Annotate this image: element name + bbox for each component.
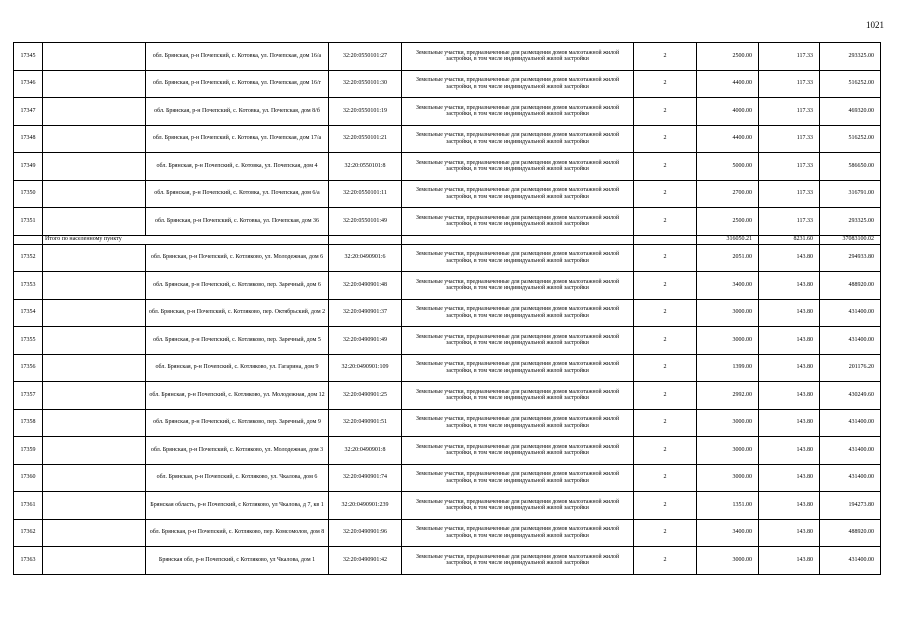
row-number-cell: 17361 — [14, 492, 43, 520]
row-number-cell: 17349 — [14, 153, 43, 181]
row-number-cell: 17359 — [14, 437, 43, 465]
empty-cell — [43, 382, 146, 410]
group-cell: 2 — [634, 125, 697, 153]
cadastral-number-cell: 32:20:0490901:49 — [329, 327, 402, 355]
land-use-cell: Земельные участки, предназначенные для размещения домов малоэтажной жилой застройки, в том числе индивидуальной жилой застройки — [402, 464, 634, 492]
table-row — [14, 327, 881, 355]
cadastral-value-cell: 431400.00 — [820, 547, 881, 575]
address-cell: обл. Брянская, р-н Почепский, с. Котляково, пер. Комсомолов, дом 8 — [146, 519, 329, 547]
address-cell: обл. Брянская, р-н Почепский, с. Котовка, ул. Почепская, дом 8/б — [146, 98, 329, 126]
cadastral-value-cell: 293325.00 — [820, 208, 881, 236]
empty-cell — [14, 235, 43, 244]
total-rate-cell: 8231.60 — [759, 235, 820, 244]
total-area-cell: 316050.21 — [697, 235, 759, 244]
land-use-cell: Земельные участки, предназначенные для размещения домов малоэтажной жилой застройки, в том числе индивидуальной жилой застройки — [402, 299, 634, 327]
cadastral-number-cell: 32:20:0490901:8 — [329, 437, 402, 465]
cadastral-value-cell: 516252.00 — [820, 70, 881, 98]
address-cell: обл. Брянская, р-н Почепский, с. Котляково, пер. Заречный, дом 9 — [146, 409, 329, 437]
empty-cell — [43, 70, 146, 98]
cadastral-number-cell: 32:20:0490901:48 — [329, 272, 402, 300]
cadastral-number-cell: 32:20:0550101:8 — [329, 153, 402, 181]
cadastral-number-cell: 32:20:0490901:25 — [329, 382, 402, 410]
cadastral-value-table — [13, 42, 881, 575]
area-cell: 3000.00 — [697, 299, 759, 327]
group-cell: 2 — [634, 244, 697, 272]
address-cell: обл. Брянская, р-н Почепский, с. Котляково, ул. Гагарина, дом 9 — [146, 354, 329, 382]
group-cell: 2 — [634, 43, 697, 71]
row-number-cell: 17348 — [14, 125, 43, 153]
area-cell: 3000.00 — [697, 547, 759, 575]
empty-cell — [43, 299, 146, 327]
address-cell: обл. Брянская, р-н Почепский, с. Котовка, ул. Почепская, дом 4 — [146, 153, 329, 181]
cadastral-number-cell: 32:20:0550101:11 — [329, 180, 402, 208]
area-cell: 2700.00 — [697, 180, 759, 208]
cadastral-number-cell: 32:20:0490901:109 — [329, 354, 402, 382]
cadastral-number-cell: 32:20:0550101:49 — [329, 208, 402, 236]
group-cell: 2 — [634, 153, 697, 181]
cadastral-number-cell: 32:20:0490901:74 — [329, 464, 402, 492]
cadastral-number-cell: 32:20:0550101:30 — [329, 70, 402, 98]
cadastral-number-cell: 32:20:0550101:19 — [329, 98, 402, 126]
area-cell: 3000.00 — [697, 409, 759, 437]
land-use-cell: Земельные участки, предназначенные для размещения домов малоэтажной жилой застройки, в том числе индивидуальной жилой застройки — [402, 409, 634, 437]
rate-cell: 143.80 — [759, 519, 820, 547]
area-cell: 1399.00 — [697, 354, 759, 382]
table-row — [14, 492, 881, 520]
area-cell: 3400.00 — [697, 272, 759, 300]
rate-cell: 143.80 — [759, 492, 820, 520]
cadastral-value-cell: 469320.00 — [820, 98, 881, 126]
rate-cell: 143.80 — [759, 354, 820, 382]
address-cell: обл. Брянская, р-н Почепский, с. Котляково, ул. Чкалова, дом 6 — [146, 464, 329, 492]
group-cell: 2 — [634, 299, 697, 327]
land-use-cell: Земельные участки, предназначенные для размещения домов малоэтажной жилой застройки, в том числе индивидуальной жилой застройки — [402, 327, 634, 355]
total-value-cell: 37083100.02 — [820, 235, 881, 244]
row-number-cell: 17360 — [14, 464, 43, 492]
address-cell: обл. Брянская, р-н Почепский, с. Котляково, пер. Октябрьский, дом 2 — [146, 299, 329, 327]
cadastral-value-cell: 194273.80 — [820, 492, 881, 520]
row-number-cell: 17350 — [14, 180, 43, 208]
table-row — [14, 409, 881, 437]
empty-cell — [43, 43, 146, 71]
empty-cell — [43, 519, 146, 547]
group-cell: 2 — [634, 409, 697, 437]
row-number-cell: 17357 — [14, 382, 43, 410]
rate-cell: 117.33 — [759, 125, 820, 153]
cadastral-value-cell: 431400.00 — [820, 464, 881, 492]
table-row — [14, 437, 881, 465]
area-cell: 3000.00 — [697, 437, 759, 465]
cadastral-value-cell: 201176.20 — [820, 354, 881, 382]
empty-cell — [43, 153, 146, 181]
land-use-cell: Земельные участки, предназначенные для размещения домов малоэтажной жилой застройки, в том числе индивидуальной жилой застройки — [402, 437, 634, 465]
rate-cell: 143.80 — [759, 464, 820, 492]
row-number-cell: 17346 — [14, 70, 43, 98]
cadastral-value-cell: 294933.80 — [820, 244, 881, 272]
address-cell: Брянская область, р-н Почепский, с Котляково, ул Чкалова, д 7, кв 1 — [146, 492, 329, 520]
table-row — [14, 43, 881, 71]
area-cell: 3000.00 — [697, 464, 759, 492]
address-cell: обл. Брянская, р-н Почепский, с. Котляково, пер. Заречный, дом 5 — [146, 327, 329, 355]
land-use-cell: Земельные участки, предназначенные для размещения домов малоэтажной жилой застройки, в том числе индивидуальной жилой застройки — [402, 125, 634, 153]
area-cell: 3400.00 — [697, 519, 759, 547]
address-cell: обл. Брянская, р-н Почепский, с. Котляково, пер. Заречный, дом 6 — [146, 272, 329, 300]
rate-cell: 117.33 — [759, 153, 820, 181]
group-cell: 2 — [634, 519, 697, 547]
address-cell: обл. Брянская, р-н Почепский, с. Котляково, ул. Молодежная, дом 6 — [146, 244, 329, 272]
group-cell: 2 — [634, 272, 697, 300]
address-cell: обл. Брянская, р-н Почепский, с. Котовка, ул. Почепская, дом 17/а — [146, 125, 329, 153]
rate-cell: 143.80 — [759, 272, 820, 300]
cadastral-value-cell: 316791.00 — [820, 180, 881, 208]
empty-cell — [43, 98, 146, 126]
cadastral-number-cell: 32:20:0490901:42 — [329, 547, 402, 575]
cadastral-value-cell: 431400.00 — [820, 437, 881, 465]
land-use-cell: Земельные участки, предназначенные для размещения домов малоэтажной жилой застройки, в том числе индивидуальной жилой застройки — [402, 43, 634, 71]
empty-cell — [634, 235, 697, 244]
table-row — [14, 153, 881, 181]
cadastral-value-cell: 430249.60 — [820, 382, 881, 410]
row-number-cell: 17347 — [14, 98, 43, 126]
rate-cell: 117.33 — [759, 70, 820, 98]
address-cell: обл. Брянская, р-н Почепский, с. Котляково, ул. Молодежная, дом 3 — [146, 437, 329, 465]
cadastral-number-cell: 32:20:0550101:27 — [329, 43, 402, 71]
cadastral-number-cell: 32:20:0550101:21 — [329, 125, 402, 153]
rate-cell: 117.33 — [759, 180, 820, 208]
land-use-cell: Земельные участки, предназначенные для размещения домов малоэтажной жилой застройки, в том числе индивидуальной жилой застройки — [402, 492, 634, 520]
empty-cell — [43, 208, 146, 236]
rate-cell: 143.80 — [759, 409, 820, 437]
rate-cell: 117.33 — [759, 43, 820, 71]
table-row — [14, 272, 881, 300]
table-row — [14, 244, 881, 272]
table-row — [14, 180, 881, 208]
address-cell: обл. Брянская, р-н Почепский, с. Котляково, ул. Молодежная, дом 12 — [146, 382, 329, 410]
row-number-cell: 17362 — [14, 519, 43, 547]
row-number-cell: 17354 — [14, 299, 43, 327]
table-row — [14, 547, 881, 575]
group-cell: 2 — [634, 98, 697, 126]
empty-cell — [43, 437, 146, 465]
address-cell: обл. Брянская, р-н Почепский, с. Котовка, ул. Почепская, дом 16/а — [146, 43, 329, 71]
group-cell: 2 — [634, 382, 697, 410]
rate-cell: 117.33 — [759, 208, 820, 236]
area-cell: 4400.00 — [697, 125, 759, 153]
group-cell: 2 — [634, 437, 697, 465]
rate-cell: 117.33 — [759, 98, 820, 126]
group-cell: 2 — [634, 70, 697, 98]
empty-cell — [43, 180, 146, 208]
row-number-cell: 17352 — [14, 244, 43, 272]
empty-cell — [43, 354, 146, 382]
group-cell: 2 — [634, 464, 697, 492]
land-use-cell: Земельные участки, предназначенные для размещения домов малоэтажной жилой застройки, в том числе индивидуальной жилой застройки — [402, 244, 634, 272]
empty-cell — [43, 409, 146, 437]
table-row — [14, 98, 881, 126]
row-number-cell: 17345 — [14, 43, 43, 71]
empty-cell — [43, 272, 146, 300]
settlement-name — [45, 244, 143, 247]
cadastral-number-cell: 32:20:0490901:6 — [329, 244, 402, 272]
empty-cell — [43, 464, 146, 492]
address-cell: обл. Брянская, р-н Почепский, с. Котовка, ул. Почепская, дом 16/г — [146, 70, 329, 98]
group-cell: 2 — [634, 327, 697, 355]
area-cell: 2051.00 — [697, 244, 759, 272]
cadastral-value-cell: 431400.00 — [820, 409, 881, 437]
cadastral-value-cell: 293325.00 — [820, 43, 881, 71]
land-use-cell: Земельные участки, предназначенные для размещения домов малоэтажной жилой застройки, в том числе индивидуальной жилой застройки — [402, 519, 634, 547]
area-cell: 2500.00 — [697, 208, 759, 236]
row-number-cell: 17353 — [14, 272, 43, 300]
table-row — [14, 208, 881, 236]
row-number-cell: 17356 — [14, 354, 43, 382]
page-number: 1021 — [866, 20, 884, 30]
land-use-cell: Земельные участки, предназначенные для размещения домов малоэтажной жилой застройки, в том числе индивидуальной жилой застройки — [402, 98, 634, 126]
land-use-cell: Земельные участки, предназначенные для размещения домов малоэтажной жилой застройки, в том числе индивидуальной жилой застройки — [402, 208, 634, 236]
empty-cell — [43, 125, 146, 153]
cadastral-value-cell: 516252.00 — [820, 125, 881, 153]
address-cell: обл. Брянская, р-н Почепский, с. Котовка, ул. Почепская, дом 36 — [146, 208, 329, 236]
cadastral-value-cell: 431400.00 — [820, 327, 881, 355]
cadastral-value-cell: 488920.00 — [820, 519, 881, 547]
land-use-cell: Земельные участки, предназначенные для размещения домов малоэтажной жилой застройки, в том числе индивидуальной жилой застройки — [402, 70, 634, 98]
land-use-cell: Земельные участки, предназначенные для размещения домов малоэтажной жилой застройки, в том числе индивидуальной жилой застройки — [402, 382, 634, 410]
row-number-cell: 17358 — [14, 409, 43, 437]
area-cell: 2500.00 — [697, 43, 759, 71]
address-cell: обл. Брянская, р-н Почепский, с. Котовка, ул. Почепская, дом 6/а — [146, 180, 329, 208]
land-use-cell: Земельные участки, предназначенные для размещения домов малоэтажной жилой застройки, в том числе индивидуальной жилой застройки — [402, 153, 634, 181]
table-row — [14, 464, 881, 492]
land-use-cell: Земельные участки, предназначенные для размещения домов малоэтажной жилой застройки, в том числе индивидуальной жилой застройки — [402, 180, 634, 208]
group-cell: 2 — [634, 180, 697, 208]
address-cell: Брянская обл, р-н Почепский, с Котляково, ул Чкалова, дом 1 — [146, 547, 329, 575]
table-row — [14, 519, 881, 547]
area-cell: 4400.00 — [697, 70, 759, 98]
empty-cell — [43, 547, 146, 575]
cadastral-number-cell: 32:20:0490901:37 — [329, 299, 402, 327]
settlement-total-row — [14, 235, 881, 244]
empty-cell — [43, 327, 146, 355]
table-row — [14, 70, 881, 98]
table-row — [14, 354, 881, 382]
rate-cell: 143.80 — [759, 299, 820, 327]
cadastral-number-cell: 32:20:0490901:51 — [329, 409, 402, 437]
land-use-cell: Земельные участки, предназначенные для размещения домов малоэтажной жилой застройки, в том числе индивидуальной жилой застройки — [402, 272, 634, 300]
area-cell: 1351.00 — [697, 492, 759, 520]
area-cell: 4000.00 — [697, 98, 759, 126]
rate-cell: 143.80 — [759, 244, 820, 272]
total-label-cell: Итого по населенному пункту — [43, 235, 329, 244]
group-cell: 2 — [634, 354, 697, 382]
cadastral-number-cell: 32:20:0490901:239 — [329, 492, 402, 520]
rate-cell: 143.80 — [759, 547, 820, 575]
table-row — [14, 125, 881, 153]
cadastral-value-cell: 431400.00 — [820, 299, 881, 327]
table-row — [14, 299, 881, 327]
rate-cell: 143.80 — [759, 382, 820, 410]
empty-cell — [43, 244, 146, 272]
empty-cell — [402, 235, 634, 244]
row-number-cell: 17351 — [14, 208, 43, 236]
area-cell: 5000.00 — [697, 153, 759, 181]
area-cell: 3000.00 — [697, 327, 759, 355]
row-number-cell: 17363 — [14, 547, 43, 575]
group-cell: 2 — [634, 208, 697, 236]
empty-cell — [329, 235, 402, 244]
group-cell: 2 — [634, 492, 697, 520]
land-use-cell: Земельные участки, предназначенные для размещения домов малоэтажной жилой застройки, в том числе индивидуальной жилой застройки — [402, 547, 634, 575]
rate-cell: 143.80 — [759, 327, 820, 355]
rate-cell: 143.80 — [759, 437, 820, 465]
cadastral-value-cell: 586650.00 — [820, 153, 881, 181]
group-cell: 2 — [634, 547, 697, 575]
table-row — [14, 382, 881, 410]
land-use-cell: Земельные участки, предназначенные для размещения домов малоэтажной жилой застройки, в том числе индивидуальной жилой застройки — [402, 354, 634, 382]
area-cell: 2992.00 — [697, 382, 759, 410]
cadastral-value-cell: 488920.00 — [820, 272, 881, 300]
row-number-cell: 17355 — [14, 327, 43, 355]
cadastral-number-cell: 32:20:0490901:96 — [329, 519, 402, 547]
empty-cell — [43, 492, 146, 520]
